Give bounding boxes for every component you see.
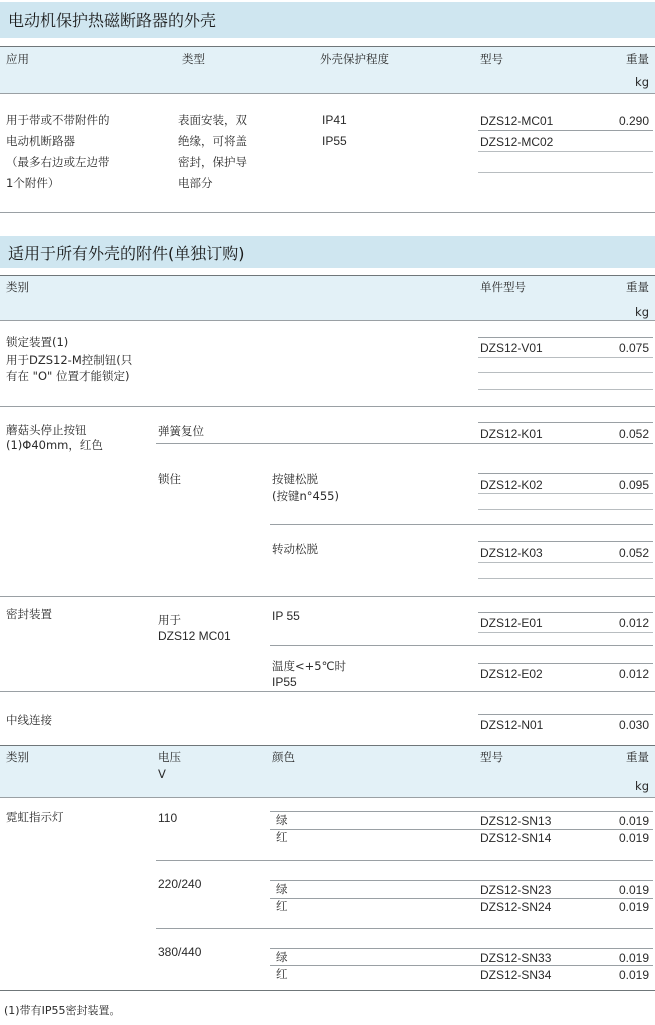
latch-label: 锁住	[158, 472, 181, 486]
color-green: 绿	[276, 882, 288, 896]
type-description	[178, 110, 247, 194]
type-line: 表面安装，双	[178, 113, 247, 127]
header-category: 类别	[6, 750, 29, 764]
section2-title: 适用于所有外壳的附件(单独订购)	[8, 244, 245, 263]
divider	[478, 337, 653, 338]
divider	[270, 898, 653, 899]
header-voltage-unit: V	[158, 767, 166, 781]
divider	[0, 406, 655, 407]
type-line: 密封，保护导	[178, 155, 247, 169]
app-line: 1个附件）	[6, 176, 60, 190]
color-red: 红	[276, 830, 288, 844]
model-sn23: DZS12-SN23	[480, 883, 552, 897]
section2-header-band	[0, 275, 655, 321]
header-unit: kg	[635, 75, 649, 89]
model-k01: DZS12-K01	[480, 427, 543, 441]
lock-desc-line: 有在 "O" 位置才能锁定)	[6, 369, 130, 383]
weight-sn33: 0.019	[618, 951, 649, 965]
spring-return-label: 弹簧复位	[158, 424, 204, 438]
header-weight: 重量	[626, 750, 649, 764]
divider	[0, 797, 655, 798]
seal-for-line: DZS12 MC01	[158, 629, 231, 643]
turn-release-label: 转动松脱	[272, 542, 318, 556]
neutral-title: 中线连接	[6, 713, 52, 727]
key-release-note: (按键n°455)	[272, 489, 339, 503]
lamp-title: 霓虹指示灯	[6, 810, 64, 824]
divider	[478, 422, 653, 423]
app-line: 用于带或不带附件的	[6, 113, 110, 127]
divider	[156, 443, 653, 444]
seal-temp	[272, 658, 346, 690]
divider	[478, 151, 653, 152]
app-line: （最多右边或左边带	[6, 155, 110, 169]
divider	[478, 578, 653, 579]
key-release-label: 按键松脱	[272, 472, 318, 486]
color-red: 红	[276, 899, 288, 913]
weight-k02: 0.095	[618, 478, 649, 492]
header-unit: kg	[635, 779, 649, 793]
divider	[478, 372, 653, 373]
divider	[270, 948, 653, 949]
mushroom-title: 蘑菇头停止按钮	[6, 423, 87, 437]
divider	[478, 473, 653, 474]
header-category: 类别	[6, 280, 29, 294]
header-model: 型号	[480, 52, 503, 66]
divider	[0, 275, 655, 276]
header-weight: 重量	[626, 52, 649, 66]
divider	[478, 172, 653, 173]
voltage-110: 110	[158, 811, 178, 825]
weight-n01: 0.030	[618, 718, 649, 732]
divider	[156, 860, 653, 861]
weight-sn24: 0.019	[618, 900, 649, 914]
weight-e01: 0.012	[618, 616, 649, 630]
color-green: 绿	[276, 950, 288, 964]
divider	[478, 663, 653, 664]
divider	[478, 493, 653, 494]
model-sn13: DZS12-SN13	[480, 814, 552, 828]
section1-title: 电动机保护热磁断路器的外壳	[8, 11, 217, 30]
type-line: 电部分	[178, 176, 213, 190]
header-app: 应用	[6, 52, 29, 66]
seal-title: 密封装置	[6, 607, 52, 621]
header-voltage: 电压	[158, 750, 181, 764]
weight-k01: 0.052	[618, 427, 649, 441]
divider	[0, 691, 655, 692]
color-green: 绿	[276, 813, 288, 827]
model-sn24: DZS12-SN24	[480, 900, 552, 914]
model-n01: DZS12-N01	[480, 718, 544, 732]
lock-title: 锁定装置(1)	[6, 335, 69, 349]
divider	[478, 389, 653, 390]
model-sn14: DZS12-SN14	[480, 831, 552, 845]
header-color: 颜色	[272, 750, 295, 764]
lock-desc-line: 用于DZS12-M控制钮(只	[6, 353, 133, 367]
divider	[478, 714, 653, 715]
weight-sn34: 0.019	[618, 968, 649, 982]
model-k03: DZS12-K03	[480, 546, 543, 560]
divider	[0, 990, 655, 991]
seal-for	[158, 612, 231, 644]
header-unit-model: 单件型号	[480, 280, 526, 294]
header-unit: kg	[635, 305, 649, 319]
divider	[478, 612, 653, 613]
weight-sn14: 0.019	[618, 831, 649, 845]
divider	[478, 632, 653, 633]
header-model: 型号	[480, 750, 503, 764]
lock-description	[6, 352, 132, 384]
divider	[0, 596, 655, 597]
divider	[478, 130, 653, 131]
model-mc01: DZS12-MC01	[480, 114, 554, 128]
footnote: (1)带有IP55密封装置。	[4, 1004, 121, 1017]
model-mc02: DZS12-MC02	[480, 135, 554, 149]
protection-value: IP55	[322, 134, 347, 148]
divider	[270, 811, 653, 812]
seal-for-line: 用于	[158, 613, 181, 627]
weight-sn23: 0.019	[618, 883, 649, 897]
header-protection: 外壳保护程度	[320, 52, 389, 66]
app-description	[6, 110, 110, 194]
model-e01: DZS12-E01	[480, 616, 543, 630]
header-weight: 重量	[626, 280, 649, 294]
seal-temp-line: IP55	[272, 675, 297, 689]
divider	[270, 965, 653, 966]
color-red: 红	[276, 967, 288, 981]
model-e02: DZS12-E02	[480, 667, 543, 681]
divider	[0, 320, 655, 321]
weight-sn13: 0.019	[618, 814, 649, 828]
voltage-220-240: 220/240	[158, 877, 202, 891]
divider	[0, 212, 655, 213]
lamp-header-band	[0, 745, 655, 797]
divider	[478, 562, 653, 563]
app-line: 电动机断路器	[6, 134, 75, 148]
divider	[478, 357, 653, 358]
weight-mc: 0.290	[618, 114, 649, 128]
divider	[0, 93, 655, 94]
weight-k03: 0.052	[618, 546, 649, 560]
model-v01: DZS12-V01	[480, 341, 543, 355]
divider	[270, 880, 653, 881]
protection-value: IP41	[322, 113, 347, 127]
type-line: 绝缘，可将盖	[178, 134, 247, 148]
seal-temp-line: 温度<+5℃时	[272, 659, 347, 673]
mushroom-description: (1)Φ40mm，红色	[6, 438, 103, 452]
weight-e02: 0.012	[618, 667, 649, 681]
model-sn34: DZS12-SN34	[480, 968, 552, 982]
divider	[0, 745, 655, 746]
divider	[478, 541, 653, 542]
divider	[0, 46, 655, 47]
seal-ip55: IP 55	[272, 609, 300, 623]
weight-v01: 0.075	[618, 341, 649, 355]
model-sn33: DZS12-SN33	[480, 951, 552, 965]
divider	[270, 524, 653, 525]
divider	[270, 829, 653, 830]
divider	[478, 509, 653, 510]
voltage-380-440: 380/440	[158, 945, 202, 959]
protection-values	[322, 110, 347, 152]
divider	[270, 645, 653, 646]
divider	[156, 928, 653, 929]
header-type: 类型	[182, 52, 205, 66]
model-k02: DZS12-K02	[480, 478, 543, 492]
